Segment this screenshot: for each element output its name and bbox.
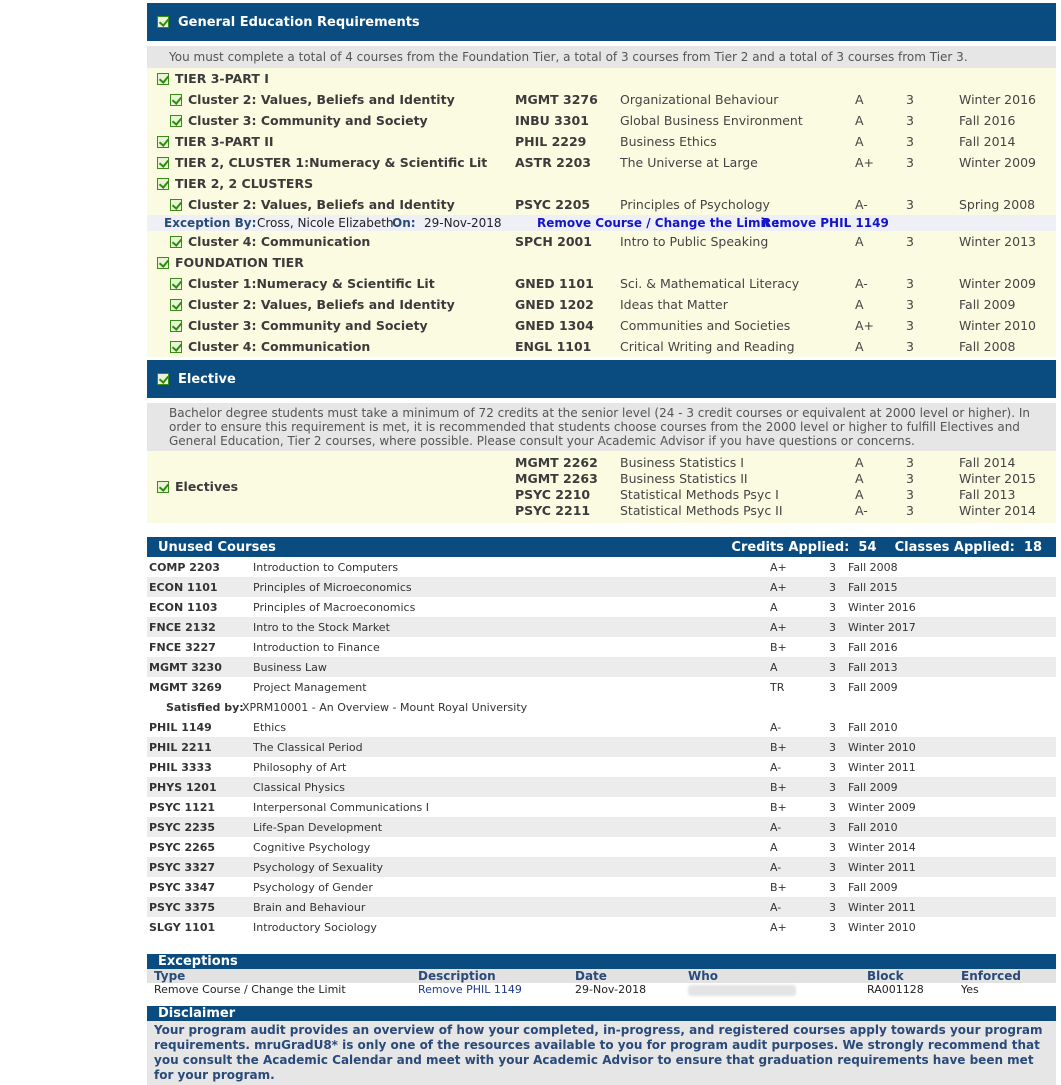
table-row [147, 557, 1056, 577]
tier-row [147, 68, 1056, 89]
requirement-label: Cluster 4: Communication [147, 339, 370, 354]
course-grade: A [770, 601, 778, 614]
course-credits: 3 [829, 781, 836, 794]
course-term: Spring 2008 [959, 197, 1036, 212]
satisfied-by-value: XPRM10001 - An Overview - Mount Royal University [242, 701, 528, 714]
requirement-row [147, 110, 1056, 131]
course-grade: TR [770, 681, 785, 694]
tier-row [147, 252, 1056, 273]
course-code: PHIL 3333 [149, 761, 212, 774]
course-title: Business Statistics II [620, 471, 748, 486]
course-credits: 3 [829, 841, 836, 854]
requirement-label: TIER 2, CLUSTER 1:Numeracy & Scientific Lit [147, 155, 487, 170]
course-title: Principles of Macroeconomics [253, 601, 416, 614]
requirement-label: Cluster 2: Values, Beliefs and Identity [147, 297, 455, 312]
checkmark-icon [157, 373, 169, 385]
course-term: Fall 2009 [848, 881, 898, 894]
checkmark-icon [170, 278, 182, 290]
gen-ed-rows [147, 68, 1056, 357]
course-grade: A+ [855, 155, 875, 170]
course-credits: 3 [829, 861, 836, 874]
exception-by-name: Cross, Nicole Elizabeth [257, 216, 394, 230]
course-code: MGMT 2263 [515, 471, 598, 486]
course-grade: B+ [770, 881, 787, 894]
checkmark-icon [170, 299, 182, 311]
course-grade: B+ [770, 741, 787, 754]
elective-course-row [147, 471, 1056, 487]
course-credits: 3 [906, 234, 914, 249]
course-grade: A- [770, 761, 782, 774]
course-title: Business Statistics I [620, 455, 744, 470]
table-row [147, 917, 1056, 937]
checkmark-icon [157, 257, 169, 269]
gen-ed-description: You must complete a total of 4 courses from the Foundation Tier, a total of 3 courses from Tier 2 and a total of 3 courses from Tier 3. [147, 46, 1056, 68]
elective-course-row [147, 487, 1056, 503]
course-credits: 3 [829, 661, 836, 674]
table-row [147, 657, 1056, 677]
course-grade: A+ [770, 561, 787, 574]
course-term: Fall 2010 [848, 721, 898, 734]
course-credits: 3 [906, 297, 914, 312]
elective-header [147, 360, 1056, 398]
checkmark-icon [170, 341, 182, 353]
elective-title: Elective [178, 371, 236, 387]
course-title: Business Law [253, 661, 327, 674]
course-grade: A [855, 339, 864, 354]
course-term: Winter 2009 [959, 276, 1036, 291]
course-title: The Universe at Large [620, 155, 758, 170]
course-credits: 3 [829, 801, 836, 814]
course-title: Statistical Methods Psyc II [620, 503, 783, 518]
course-grade: A- [855, 503, 868, 518]
course-term: Fall 2008 [959, 339, 1016, 354]
course-term: Fall 2010 [848, 821, 898, 834]
electives-block [147, 451, 1056, 523]
table-row [147, 857, 1056, 877]
course-credits: 3 [906, 197, 914, 212]
table-row [147, 817, 1056, 837]
course-credits: 3 [906, 276, 914, 291]
course-code: PSYC 2205 [515, 197, 591, 212]
course-title: Intro to the Stock Market [253, 621, 390, 634]
course-code: SLGY 1101 [149, 921, 216, 934]
requirement-row [147, 273, 1056, 294]
requirement-label: Cluster 3: Community and Society [147, 318, 428, 333]
requirement-label: FOUNDATION TIER [147, 255, 304, 270]
exception-action-link[interactable]: Remove Course / Change the Limit : [537, 216, 780, 230]
table-row [147, 897, 1056, 917]
course-term: Winter 2017 [848, 621, 916, 634]
checkmark-icon [170, 199, 182, 211]
course-term: Winter 2015 [959, 471, 1036, 486]
requirement-label: Cluster 4: Communication [147, 234, 370, 249]
course-code: GNED 1202 [515, 297, 594, 312]
course-term: Winter 2010 [848, 741, 916, 754]
course-title: Critical Writing and Reading [620, 339, 795, 354]
unused-courses-header [147, 537, 1056, 557]
requirement-row [147, 231, 1056, 252]
course-credits: 3 [829, 761, 836, 774]
course-term: Winter 2011 [848, 901, 916, 914]
exception-row [147, 215, 1056, 231]
course-term: Winter 2011 [848, 861, 916, 874]
course-code: PSYC 3327 [149, 861, 216, 874]
course-grade: A [855, 113, 864, 128]
course-title: Ideas that Matter [620, 297, 728, 312]
course-term: Winter 2010 [848, 921, 916, 934]
requirement-label: TIER 2, 2 CLUSTERS [147, 176, 313, 191]
course-grade: A [855, 234, 864, 249]
course-credits: 3 [906, 92, 914, 107]
unused-title: Unused Courses [158, 539, 276, 555]
course-title: Principles of Psychology [620, 197, 770, 212]
table-row [147, 837, 1056, 857]
course-term: Fall 2014 [959, 455, 1016, 470]
course-grade: A- [770, 821, 782, 834]
course-credits: 3 [906, 471, 914, 486]
course-grade: A [855, 471, 864, 486]
checkmark-icon [170, 236, 182, 248]
satisfied-by-label: Satisfied by: [166, 701, 244, 714]
course-code: MGMT 3276 [515, 92, 598, 107]
course-grade: A [855, 455, 864, 470]
requirement-label: Cluster 3: Community and Society [147, 113, 428, 128]
course-credits: 3 [829, 641, 836, 654]
course-code: ASTR 2203 [515, 155, 591, 170]
disclaimer-text: Your program audit provides an overview of how your completed, in-progress, and registered courses apply towards your program requirements. mruGradU8* is only one of the resources available to you for program audit purposes. We strongly recommend that you consult the Academic Calendar and meet with your Academic Advisor to ensure that graduation requirements have been met for your program. [147, 1021, 1056, 1085]
unused-courses-table [147, 557, 1056, 937]
course-code: COMP 2203 [149, 561, 220, 574]
requirement-row [147, 336, 1056, 357]
table-row [147, 757, 1056, 777]
exception-description-link[interactable]: Remove PHIL 1149 [418, 983, 522, 996]
course-credits: 3 [829, 821, 836, 834]
course-title: Introduction to Finance [253, 641, 380, 654]
requirement-label: TIER 3-PART II [147, 134, 274, 149]
course-title: Intro to Public Speaking [620, 234, 769, 249]
course-code: ECON 1103 [149, 601, 218, 614]
course-credits: 3 [906, 503, 914, 518]
course-credits: 3 [906, 155, 914, 170]
course-code: PHYS 1201 [149, 781, 217, 794]
course-grade: B+ [770, 781, 787, 794]
course-grade: A+ [855, 318, 875, 333]
course-grade: B+ [770, 641, 787, 654]
course-term: Fall 2009 [959, 297, 1016, 312]
course-title: Brain and Behaviour [253, 901, 366, 914]
course-title: Life-Span Development [253, 821, 383, 834]
course-term: Winter 2016 [848, 601, 916, 614]
requirement-row [147, 294, 1056, 315]
course-title: Classical Physics [253, 781, 346, 794]
course-term: Winter 2013 [959, 234, 1036, 249]
disclaimer-title: Disclaimer [158, 1006, 236, 1021]
course-term: Fall 2013 [848, 661, 898, 674]
requirement-label: Cluster 2: Values, Beliefs and Identity [147, 92, 455, 107]
gen-ed-header [147, 3, 1056, 41]
elective-course-row [147, 503, 1056, 519]
checkmark-icon [170, 320, 182, 332]
course-credits: 3 [829, 741, 836, 754]
course-term: Fall 2014 [959, 134, 1016, 149]
course-code: PSYC 2235 [149, 821, 216, 834]
applied-summary: Credits Applied: 54 Classes Applied: 18 [731, 540, 1042, 555]
course-term: Fall 2009 [848, 781, 898, 794]
course-grade: A+ [770, 581, 787, 594]
course-credits: 3 [906, 487, 914, 502]
course-credits: 3 [829, 881, 836, 894]
course-title: Sci. & Mathematical Literacy [620, 276, 800, 291]
course-title: Business Ethics [620, 134, 717, 149]
course-credits: 3 [829, 601, 836, 614]
course-term: Winter 2014 [959, 503, 1036, 518]
checkmark-icon [157, 16, 169, 28]
course-code: GNED 1304 [515, 318, 594, 333]
course-code: PHIL 2229 [515, 134, 587, 149]
table-row [147, 797, 1056, 817]
course-title: Global Business Environment [620, 113, 803, 128]
requirement-row [147, 315, 1056, 336]
course-code: PSYC 3375 [149, 901, 216, 914]
course-term: Fall 2008 [848, 561, 898, 574]
table-row [147, 877, 1056, 897]
tier-row [147, 131, 1056, 152]
checkmark-icon [157, 73, 169, 85]
course-grade: A- [770, 721, 782, 734]
course-code: MGMT 3269 [149, 681, 222, 694]
course-credits: 3 [829, 681, 836, 694]
exception-date: 29-Nov-2018 [424, 216, 502, 230]
course-credits: 3 [829, 921, 836, 934]
course-title: Introduction to Computers [253, 561, 399, 574]
course-title: The Classical Period [253, 741, 363, 754]
course-grade: A [770, 661, 778, 674]
course-code: INBU 3301 [515, 113, 589, 128]
course-credits: 3 [906, 339, 914, 354]
table-row [147, 737, 1056, 757]
course-term: Winter 2010 [959, 318, 1036, 333]
course-credits: 3 [829, 621, 836, 634]
course-grade: A+ [770, 621, 787, 634]
course-term: Winter 2011 [848, 761, 916, 774]
exception-detail-link[interactable]: Remove PHIL 1149 [762, 216, 889, 230]
course-grade: A [855, 134, 864, 149]
course-grade: A- [855, 197, 868, 212]
course-title: Philosophy of Art [253, 761, 347, 774]
course-credits: 3 [829, 561, 836, 574]
course-term: Fall 2009 [848, 681, 898, 694]
course-term: Winter 2016 [959, 92, 1036, 107]
credits-applied-value: 54 [858, 540, 877, 555]
course-title: Ethics [253, 721, 287, 734]
course-term: Winter 2009 [848, 801, 916, 814]
checkmark-icon [157, 178, 169, 190]
requirement-row [147, 194, 1056, 215]
elective-description: Bachelor degree students must take a minimum of 72 credits at the senior level (24 - 3 credit courses or equivalent at 2000 level or higher). In order to ensure this requirement is met, it is recommended that students choose courses from the 2000 level or higher to fulfill Electives and General Education, Tier 2 courses, where possible. Please consult your Academic Advisor if you have questions or concerns. [147, 403, 1056, 451]
course-code: MGMT 2262 [515, 455, 598, 470]
course-grade: A [855, 297, 864, 312]
course-code: FNCE 2132 [149, 621, 216, 634]
course-code: PHIL 2211 [149, 741, 212, 754]
exceptions-title: Exceptions [158, 954, 238, 969]
exception-row: Remove Course / Change the Limit Remove PHIL 1149 29-Nov-2018 RA001128 Yes [154, 983, 979, 996]
table-row [147, 677, 1056, 697]
satisfied-by-row [147, 697, 1056, 717]
course-title: Psychology of Gender [253, 881, 373, 894]
course-grade: A [855, 92, 864, 107]
tier-row [147, 152, 1056, 173]
checkmark-icon [170, 115, 182, 127]
course-term: Winter 2014 [848, 841, 916, 854]
course-code: MGMT 3230 [149, 661, 222, 674]
course-title: Psychology of Sexuality [253, 861, 384, 874]
course-credits: 3 [829, 901, 836, 914]
course-term: Fall 2015 [848, 581, 898, 594]
electives-label: Electives [157, 479, 238, 494]
table-row [147, 617, 1056, 637]
table-row [147, 777, 1056, 797]
course-term: Fall 2013 [959, 487, 1016, 502]
course-grade: B+ [770, 801, 787, 814]
exception-by-label: Exception By: [164, 216, 257, 230]
course-title: Interpersonal Communications I [253, 801, 429, 814]
table-row [147, 637, 1056, 657]
checkmark-icon [170, 94, 182, 106]
course-credits: 3 [906, 134, 914, 149]
course-credits: 3 [906, 455, 914, 470]
elective-course-row [147, 455, 1056, 471]
course-grade: A [855, 487, 864, 502]
classes-applied-value: 18 [1023, 540, 1042, 555]
course-grade: A- [770, 901, 782, 914]
course-grade: A [770, 841, 778, 854]
tier-row [147, 173, 1056, 194]
exceptions-columns: Type Description Date Who Block Enforced [147, 969, 1056, 983]
exception-on-label: On: [392, 216, 416, 230]
course-code: SPCH 2001 [515, 234, 592, 249]
course-title: Project Management [253, 681, 367, 694]
course-credits: 3 [829, 721, 836, 734]
requirement-label: Cluster 1:Numeracy & Scientific Lit [147, 276, 435, 291]
course-title: Cognitive Psychology [253, 841, 371, 854]
course-code: FNCE 3227 [149, 641, 216, 654]
course-term: Fall 2016 [848, 641, 898, 654]
course-grade: A- [855, 276, 868, 291]
disclaimer-header [147, 1006, 1056, 1021]
course-title: Statistical Methods Psyc I [620, 487, 779, 502]
course-title: Principles of Microeconomics [253, 581, 412, 594]
exceptions-header [147, 954, 1056, 969]
checkmark-icon [157, 136, 169, 148]
course-credits: 3 [906, 318, 914, 333]
requirement-label: Cluster 2: Values, Beliefs and Identity [147, 197, 455, 212]
course-code: PSYC 3347 [149, 881, 216, 894]
course-term: Winter 2009 [959, 155, 1036, 170]
course-code: GNED 1101 [515, 276, 594, 291]
gen-ed-title: General Education Requirements [178, 14, 420, 30]
checkmark-icon [157, 157, 169, 169]
course-code: ECON 1101 [149, 581, 218, 594]
table-row [147, 577, 1056, 597]
course-code: PHIL 1149 [149, 721, 212, 734]
course-code: PSYC 2211 [515, 503, 591, 518]
course-credits: 3 [829, 581, 836, 594]
course-code: ENGL 1101 [515, 339, 592, 354]
course-credits: 3 [906, 113, 914, 128]
course-title: Organizational Behaviour [620, 92, 779, 107]
requirement-row [147, 89, 1056, 110]
course-term: Fall 2016 [959, 113, 1016, 128]
table-row [147, 717, 1056, 737]
course-code: PSYC 2265 [149, 841, 216, 854]
requirement-label: TIER 3-PART I [147, 71, 269, 86]
course-code: PSYC 1121 [149, 801, 216, 814]
course-title: Communities and Societies [620, 318, 791, 333]
course-grade: A- [770, 861, 782, 874]
table-row [147, 597, 1056, 617]
course-grade: A+ [770, 921, 787, 934]
degree-audit [147, 3, 1056, 1085]
course-title: Introductory Sociology [253, 921, 377, 934]
course-code: PSYC 2210 [515, 487, 591, 502]
